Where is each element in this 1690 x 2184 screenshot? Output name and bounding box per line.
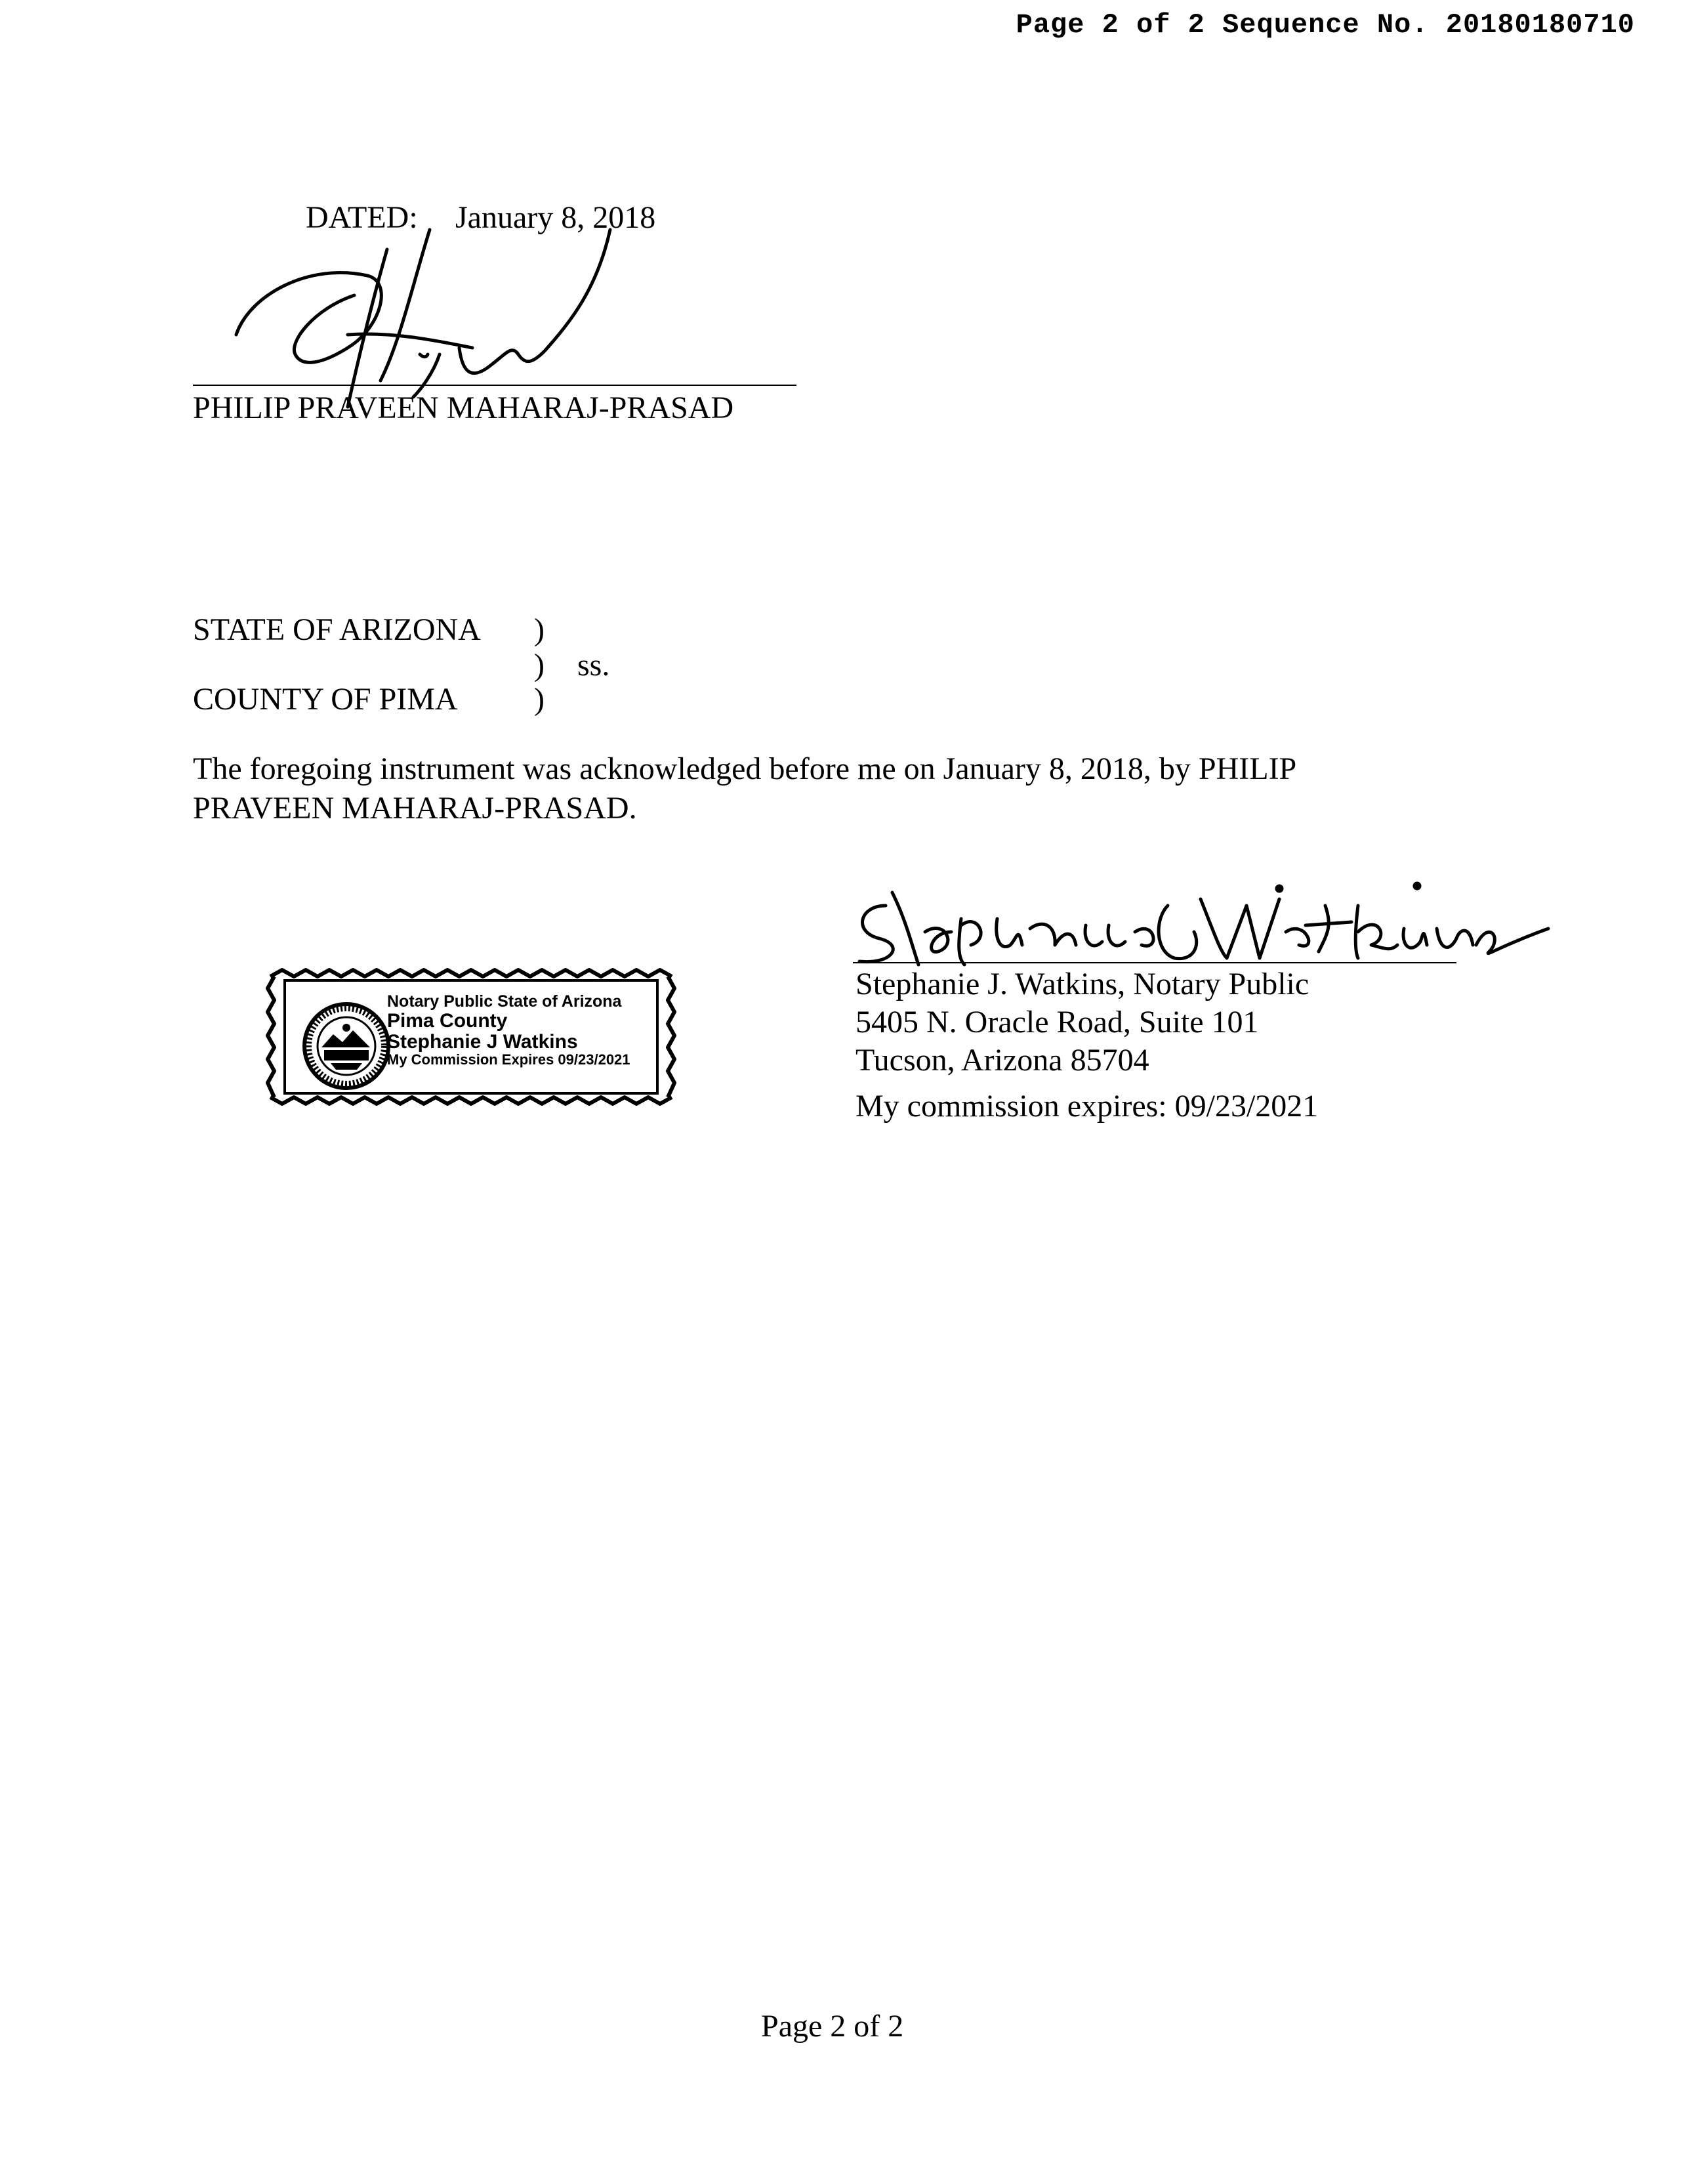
grantor-signature-line: [193, 385, 796, 386]
venue-paren-1: ): [534, 612, 545, 647]
stamp-line-2: Pima County: [387, 1010, 508, 1032]
page-footer: Page 2 of 2: [761, 2009, 904, 2044]
grantor-name: PHILIP PRAVEEN MAHARAJ-PRASAD: [193, 390, 734, 425]
venue-paren-2: ): [534, 648, 545, 682]
stamp-line-4: My Commission Expires 09/23/2021: [387, 1051, 630, 1068]
arizona-seal-icon: [302, 1001, 391, 1091]
dated-value: January 8, 2018: [455, 200, 656, 235]
stamp-text: [387, 992, 630, 1068]
notary-address-2: Tucson, Arizona 85704: [855, 1043, 1149, 1078]
notary-commission: My commission expires: 09/23/2021: [855, 1089, 1319, 1124]
venue-state: STATE OF ARIZONA: [193, 612, 481, 647]
dated-label: DATED:: [306, 200, 418, 235]
acknowledgment-line-2: PRAVEEN MAHARAJ-PRASAD.: [193, 791, 637, 826]
acknowledgment-line-1: The foregoing instrument was acknowledged before me on January 8, 2018, by PHILIP: [193, 751, 1297, 786]
grantor-signature: [223, 217, 643, 413]
stamp-line-3: Stephanie J Watkins: [387, 1030, 578, 1053]
venue-ss: ss.: [577, 648, 610, 682]
notary-address-1: 5405 N. Oracle Road, Suite 101: [855, 1005, 1259, 1040]
venue-county: COUNTY OF PIMA: [193, 682, 458, 717]
venue-paren-3: ): [534, 682, 545, 717]
notary-name-title: Stephanie J. Watkins, Notary Public: [855, 967, 1309, 1001]
recording-header: Page 2 of 2 Sequence No. 20180180710: [1016, 9, 1635, 41]
stamp-line-1: Notary Public State of Arizona: [387, 992, 622, 1011]
notary-signature-line: [853, 962, 1456, 963]
notary-stamp: [265, 967, 677, 1106]
stamp-inner-frame: [283, 979, 659, 1095]
